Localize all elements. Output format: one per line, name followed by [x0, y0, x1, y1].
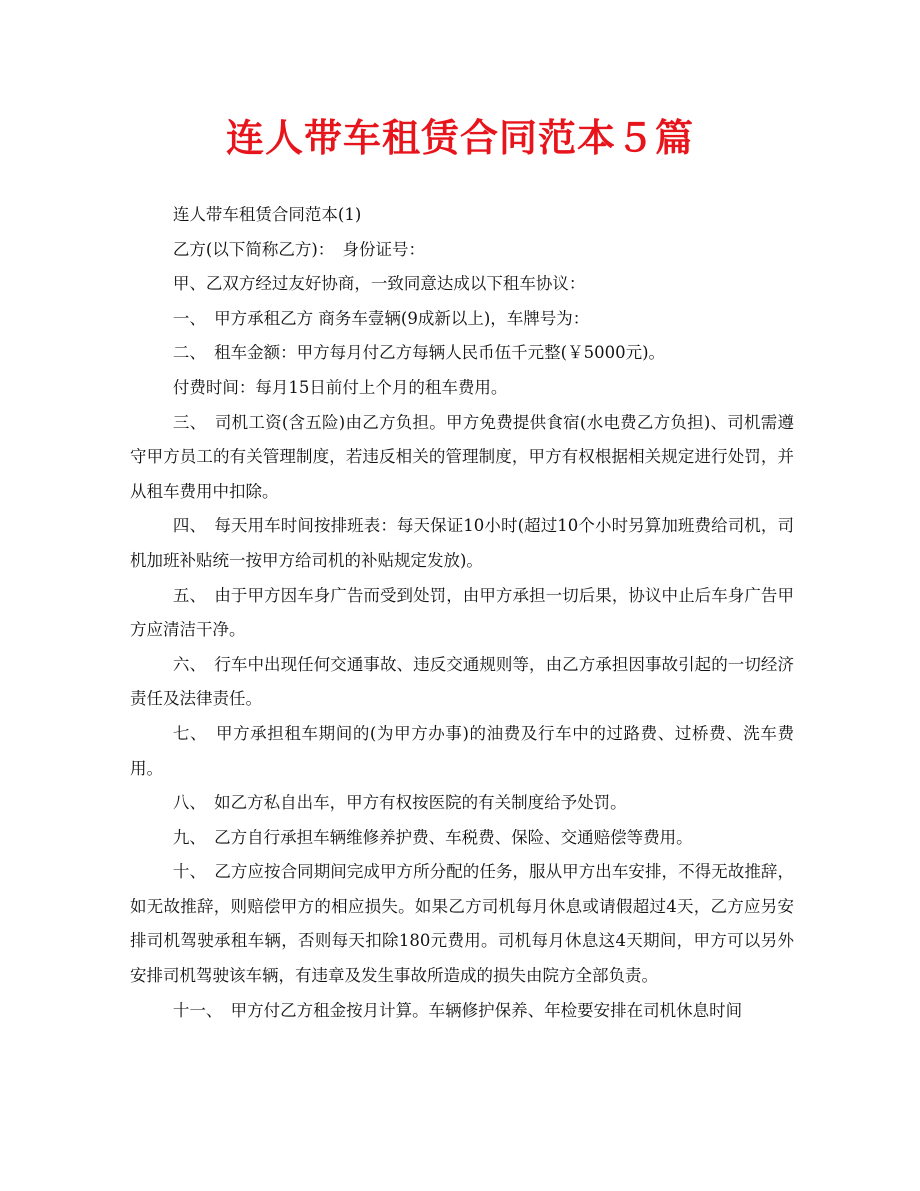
document-title: 连人带车租赁合同范本５篇: [225, 115, 694, 160]
clause-7: 七、 甲方承担租车期间的(为甲方办事)的油费及行车中的过路费、过桥费、洗车费用。: [130, 723, 794, 778]
clause-3: 三、 司机工资(含五险)由乙方负担。甲方免费提供食宿(水电费乙方负担)、司机需遵守甲方员工的有关管理制度，若违反相关的管理制度，甲方有权根据相关规定进行处罚，并从租车费用中扣除。: [130, 412, 794, 501]
clause-4: 四、 每天用车时间按排班表：每天保证10小时(超过10个小时另算加班费给司机，司机加班补贴统一按甲方给司机的补贴规定发放)。: [130, 516, 794, 570]
clause-10: 十、 乙方应按合同期间完成甲方所分配的任务，服从甲方出车安排，不得无故推辞，如无故推辞，则赔偿甲方的相应损失。如果乙方司机每月休息或请假超过4天，乙方应另安排司机驾驶承租车辆，否则每天扣除180元费用。司机每月休息这4天期间，甲方可以另外安排司机驾驶该车辆，有违章及发生事故所造成的损失由院方全部负责。: [130, 862, 794, 986]
clause-2: 二、 租车金额：甲方每月付乙方每辆人民币伍千元整(￥5000元)。: [172, 343, 666, 363]
clause-8: 八、 如乙方私自出车，甲方有权按医院的有关制度给予处罚。: [172, 793, 627, 813]
clause-5: 五、 由于甲方因车身广告而受到处罚，由甲方承担一切后果，协议中止后车身广告甲方应清洁干净。: [130, 585, 794, 640]
document-body: [130, 198, 794, 1028]
clause-1: 一、 甲方承租乙方 商务车壹辆(9成新以上)，车牌号为：: [172, 308, 590, 328]
paragraph-party-b: 乙方(以下简称乙方)： 身份证号：: [172, 239, 426, 259]
clause-9: 九、 乙方自行承担车辆维修养护费、车税费、保险、交通赔偿等费用。: [172, 827, 693, 847]
paragraph-heading: 连人带车租赁合同范本(1): [172, 205, 362, 224]
clause-11: 十一、 甲方付乙方租金按月计算。车辆修护保养、年检要安排在司机休息时间: [172, 1000, 743, 1020]
paragraph-agreement: 甲、乙双方经过友好协商，一致同意达成以下租车协议：: [172, 274, 586, 294]
paragraph-payment-time: 付费时间：每月15日前付上个月的租车费用。: [172, 377, 508, 397]
clause-6: 六、 行车中出现任何交通事故、违反交通规则等，由乙方承担因事故引起的一切经济责任及法律责任。: [130, 654, 794, 709]
